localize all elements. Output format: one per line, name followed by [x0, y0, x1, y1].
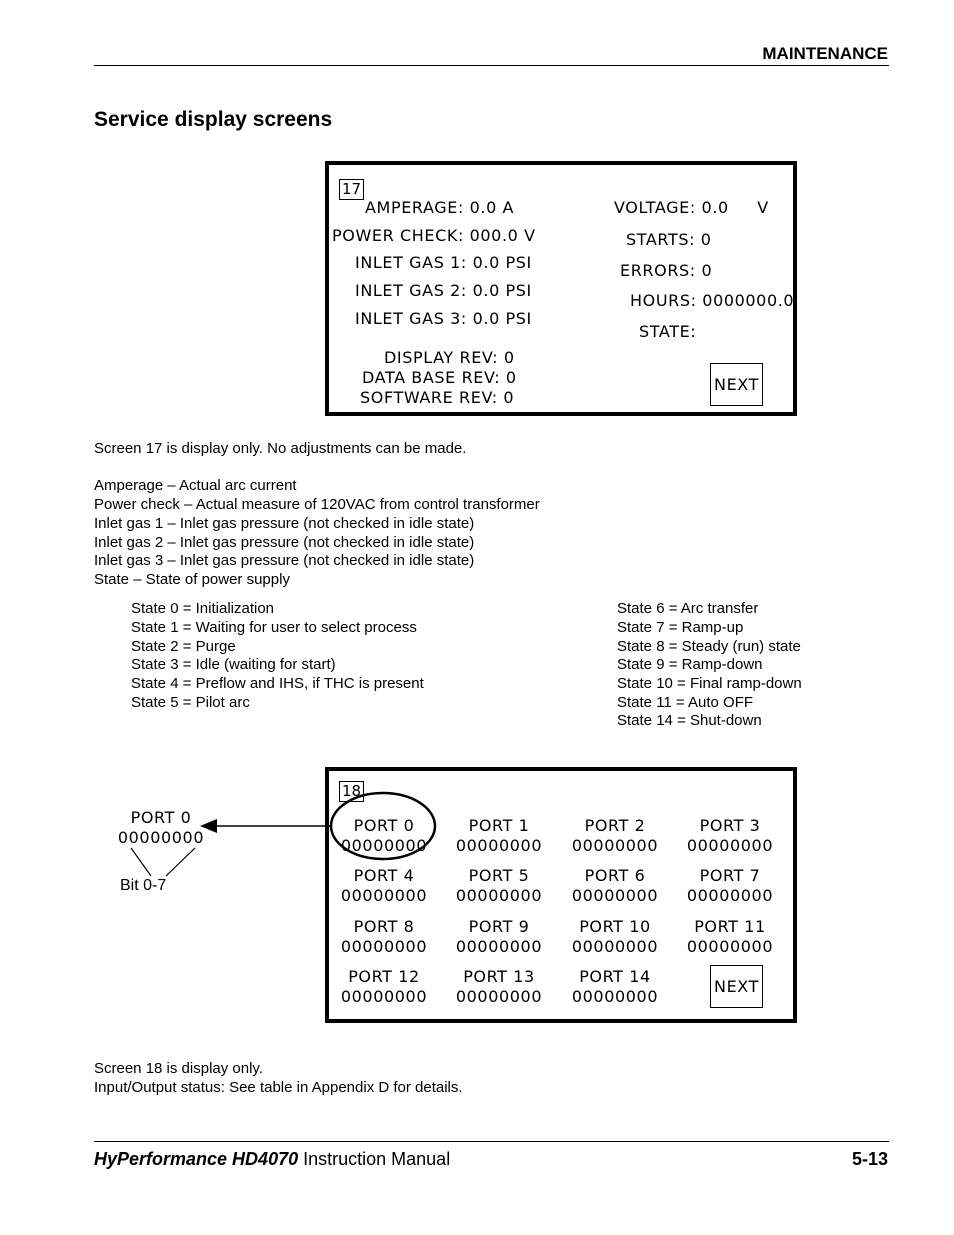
port-value: 00000000: [455, 886, 543, 905]
amperage-readout: AMPERAGE: 0.0 A: [365, 198, 515, 217]
port-cell: [560, 967, 670, 1007]
port-value: 00000000: [455, 987, 543, 1006]
port-label: PORT 13: [463, 967, 535, 986]
port-cell: [675, 917, 785, 957]
port-value: 00000000: [686, 886, 774, 905]
screen-number: 17: [339, 179, 364, 200]
port-cell: [560, 816, 670, 856]
errors-readout: ERRORS: 0: [620, 261, 713, 280]
page-title: Service display screens: [94, 108, 333, 131]
port-label: PORT 12: [348, 967, 420, 986]
callout-bit-label: Bit 0-7: [120, 877, 167, 894]
inlet-gas-1-readout: INLET GAS 1: 0.0 PSI: [355, 253, 532, 272]
state-readout: STATE:: [639, 322, 697, 341]
port-value: 00000000: [571, 886, 659, 905]
definition-inlet-gas-1: Inlet gas 1 – Inlet gas pressure (not checked in idle state): [94, 515, 475, 532]
footer-rule: [94, 1141, 889, 1142]
page-number: 5-13: [851, 1149, 888, 1169]
port-label: PORT 9: [468, 917, 530, 936]
state-list-item: State 4 = Preflow and IHS, if THC is present: [131, 675, 424, 692]
state-list-item: State 2 = Purge: [131, 638, 236, 655]
state-list-item: State 8 = Steady (run) state: [617, 638, 801, 655]
screen-number: 18: [339, 781, 364, 802]
callout-port-label: PORT 0: [130, 808, 192, 827]
port-label: PORT 14: [579, 967, 651, 986]
power-check-readout: POWER CHECK: 000.0 V: [332, 226, 536, 245]
port-cell: [329, 816, 439, 856]
software-rev-readout: SOFTWARE REV: 0: [360, 388, 515, 407]
port-cell: [675, 816, 785, 856]
voltage-readout: VOLTAGE: 0.0 V: [614, 198, 769, 217]
state-list-item: State 14 = Shut-down: [617, 712, 762, 729]
port-value: 00000000: [571, 987, 659, 1006]
port-label: PORT 10: [579, 917, 651, 936]
state-list-item: State 7 = Ramp-up: [617, 619, 744, 636]
section-header: MAINTENANCE: [762, 44, 888, 63]
footer-title: [94, 1149, 450, 1170]
port-cell: [560, 866, 670, 906]
product-name: HyPerformance HD4070: [94, 1149, 299, 1169]
bit-pointer-line-right: [166, 848, 195, 876]
port-label: PORT 2: [584, 816, 646, 835]
port-value: 00000000: [340, 987, 428, 1006]
state-list-item: State 1 = Waiting for user to select process: [131, 619, 417, 636]
port-value: 00000000: [455, 937, 543, 956]
definition-power-check: Power check – Actual measure of 120VAC from control transformer: [94, 496, 540, 513]
definition-state: State – State of power supply: [94, 571, 290, 588]
port-value: 00000000: [340, 937, 428, 956]
port-cell: [444, 866, 554, 906]
port-value: 00000000: [571, 937, 659, 956]
state-list-item: State 10 = Final ramp-down: [617, 675, 802, 692]
state-list-item: State 0 = Initialization: [131, 600, 275, 617]
inlet-gas-2-readout: INLET GAS 2: 0.0 PSI: [355, 281, 532, 300]
state-list-item: State 3 = Idle (waiting for start): [131, 656, 336, 673]
port-cell: [560, 917, 670, 957]
starts-readout: STARTS: 0: [626, 230, 712, 249]
port-cell: [675, 866, 785, 906]
port-label: PORT 3: [699, 816, 761, 835]
screen-18-note: Input/Output status: See table in Appendix D for details.: [94, 1079, 463, 1096]
callout-arrow-head: [200, 819, 217, 833]
screen-18-note: Screen 18 is display only.: [94, 1060, 263, 1077]
port-label: PORT 5: [468, 866, 530, 885]
bit-pointer-line-left: [131, 848, 151, 876]
port-cell: [329, 917, 439, 957]
port-value: 00000000: [340, 836, 428, 855]
port-label: PORT 7: [699, 866, 761, 885]
database-rev-readout: DATA BASE REV: 0: [362, 368, 517, 387]
port-label: PORT 11: [694, 917, 766, 936]
port-label: PORT 6: [584, 866, 646, 885]
port-label: PORT 4: [353, 866, 415, 885]
port-cell: [329, 967, 439, 1007]
next-button[interactable]: NEXT: [710, 965, 763, 1008]
display-rev-readout: DISPLAY REV: 0: [384, 348, 515, 367]
state-list-item: State 5 = Pilot arc: [131, 694, 250, 711]
state-list-item: State 6 = Arc transfer: [617, 600, 759, 617]
hours-readout: HOURS: 0000000.0: [630, 291, 795, 310]
port-value: 00000000: [686, 836, 774, 855]
next-button[interactable]: NEXT: [710, 363, 763, 406]
state-list-item: State 11 = Auto OFF: [617, 694, 754, 711]
definition-inlet-gas-2: Inlet gas 2 – Inlet gas pressure (not checked in idle state): [94, 534, 475, 551]
port-value: 00000000: [455, 836, 543, 855]
state-list-item: State 9 = Ramp-down: [617, 656, 763, 673]
port-label: PORT 1: [468, 816, 530, 835]
port-cell: [329, 866, 439, 906]
port-value: 00000000: [686, 937, 774, 956]
screen-17-note: Screen 17 is display only. No adjustments can be made.: [94, 440, 467, 457]
callout-port-value: 00000000: [117, 828, 205, 847]
manual-label: Instruction Manual: [298, 1149, 451, 1169]
definition-amperage: Amperage – Actual arc current: [94, 477, 297, 494]
port-label: PORT 8: [353, 917, 415, 936]
screen-18-panel: [325, 767, 797, 1023]
port-cell: [444, 967, 554, 1007]
port-cell: [444, 917, 554, 957]
port-cell: [444, 816, 554, 856]
inlet-gas-3-readout: INLET GAS 3: 0.0 PSI: [355, 309, 532, 328]
port-value: 00000000: [571, 836, 659, 855]
port-label: PORT 0: [353, 816, 415, 835]
definition-inlet-gas-3: Inlet gas 3 – Inlet gas pressure (not checked in idle state): [94, 552, 475, 569]
port-value: 00000000: [340, 886, 428, 905]
